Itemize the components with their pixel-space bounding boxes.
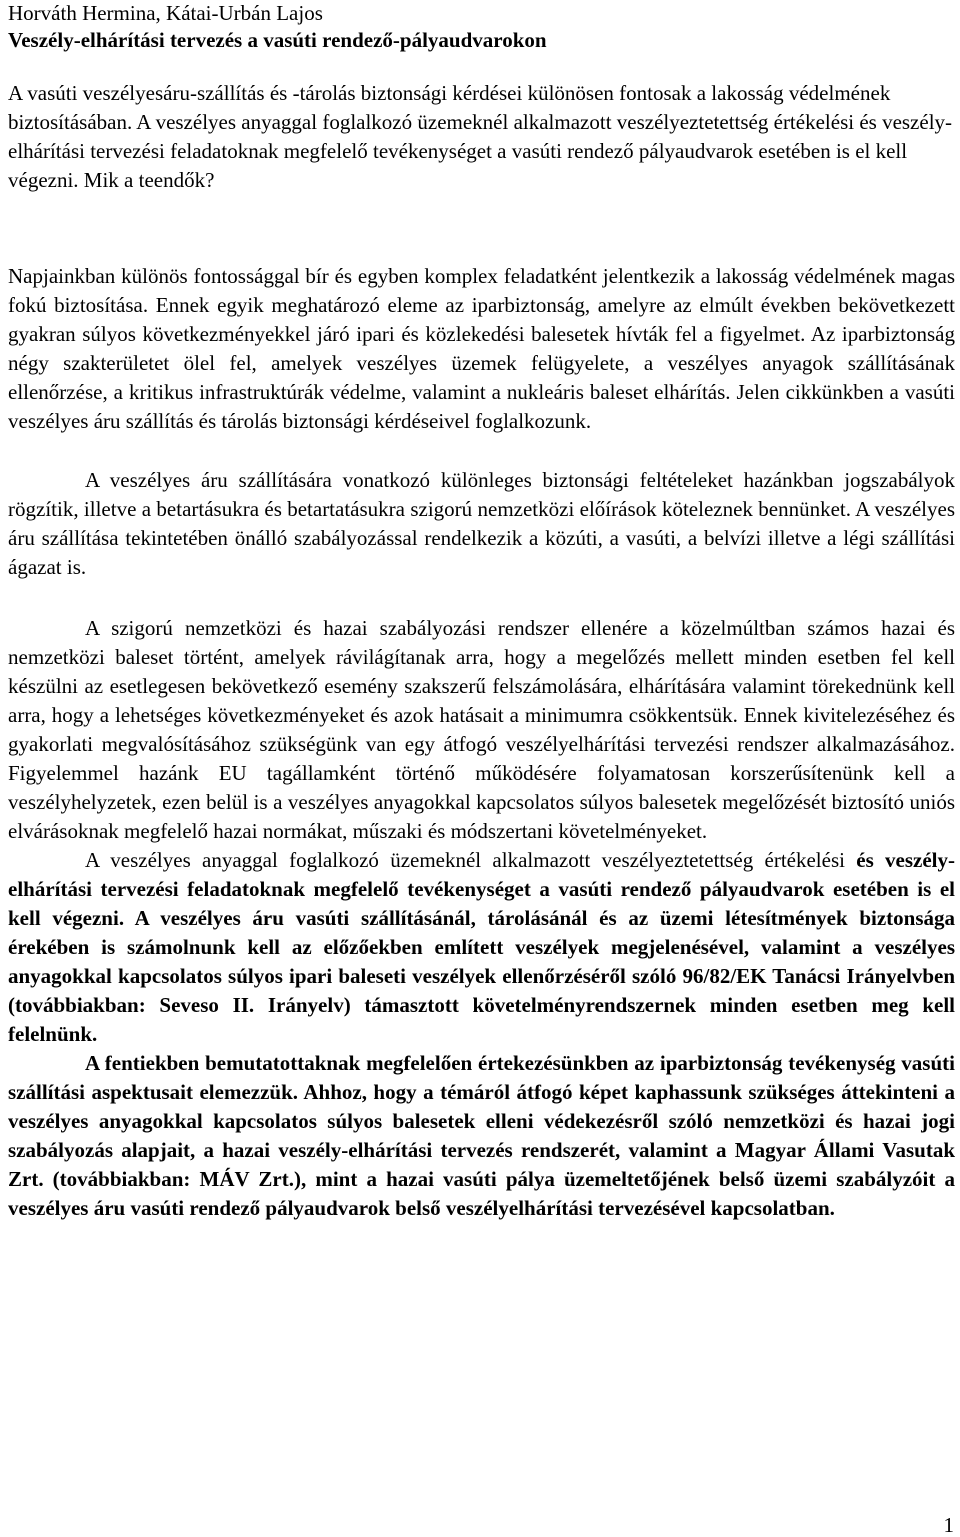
body-paragraph-5: A fentiekben bemutatottaknak megfelelően értekezésünkben az iparbiztonság tevékenység vasúti szállítási aspektusait elemezzük. Ahhoz, hogy a témáról átfogó képet kaphassunk szükséges áttekinteni a veszélyes anyagokkal kapcsolatos súlyos balesetek elleni védekezésről szóló nemzetközi és hazai jogi szabályozás alapjait, a hazai veszély-elhárítási tervezés rendszerét, valamint a Magyar Állami Vasutak Zrt. (továbbiakban: MÁV Zrt.), mint a hazai vasúti pálya üzemeltetőjének belső üzemi szabályzóit a veszélyes áru vasúti rendező pályaudvarok belső veszélyelhárítási tervezésével kapcsolatban. bbox=[8, 1051, 955, 1220]
body-paragraph-4 bbox=[8, 846, 955, 1049]
page-number: 1 bbox=[943, 1513, 954, 1537]
body-paragraph-2: A veszélyes áru szállítására vonatkozó különleges biztonsági feltételeket hazánkban jogszabályok rögzítik, illetve a betartásukra és betartatásukra szigorú nemzetközi előírások köteleznek bennünket. A veszélyes áru szállítása tekintetében önálló szabályozással rendelkezik a közúti, a vasúti, a belvízi illetve a légi szállítási ágazat is. bbox=[8, 468, 955, 579]
paragraph-4-regular-text: A veszélyes anyaggal foglalkozó üzemeknél alkalmazott veszélyeztetettség értékelési bbox=[85, 848, 845, 872]
body-paragraph-3: A szigorú nemzetközi és hazai szabályozási rendszer ellenére a közelmúltban számos hazai és nemzetközi baleset történt, amelyek rávilágítanak arra, hogy a megelőzés mellett minden esetben fel kell készülni az esetlegesen bekövetkező esemény szakszerű felszámolására, elhárítására valamint törekednünk kell arra, hogy a lehetséges következményeket és azok hatásait a minimumra csökkentsük. Ennek kivitelezéséhez és gyakorlati megvalósításához szükségünk van egy átfogó veszélyelhárítási tervezési rendszer alkalmazásához. Figyelemmel hazánk EU tagállamként történő működésére folyamatosan korszerűsítenünk kell a veszélyhelyzetek, ezen belül is a veszélyes anyagokkal kapcsolatos súlyos balesetek megelőzését biztosító uniós elvárásoknak megfelelő hazai normákat, műszaki és módszertani követelményeket. bbox=[8, 616, 955, 843]
paragraph-4-bold-text: és veszély-elhárítási tervezési feladatoknak megfelelő tevékenységet a vasúti rendező pályaudvarok esetében is el kell végezni. A veszélyes áru vasúti szállításánál, tárolásánál és az üzemi létesítmények biztonsága érekében is számolnunk kell az előzőekben említett veszélyek megjelenésével, valamint a veszélyes anyagokkal kapcsolatos súlyos ipari baleseti veszélyek ellenőrzéséről szóló 96/82/EK Tanácsi Irányelvben (továbbiakban: Seveso II. Irányelv) támasztott követelményrendszernek minden esetben meg kell felelnünk. bbox=[8, 848, 956, 1046]
document-page bbox=[8, 0, 955, 1223]
authors-line: Horváth Hermina, Kátai-Urbán Lajos bbox=[8, 1, 323, 25]
body-paragraph-1: Napjainkban különös fontossággal bír és egyben komplex feladatként jelentkezik a lakosság védelmének magas fokú biztosítása. Ennek egyik meghatározó eleme az iparbiztonság, amelyre az elmúlt években bekövetkezett gyakran súlyos következményekkel járó ipari és közlekedési balesetek hívták fel a figyelmet. Az iparbiztonság négy szakterületet ölel fel, amelyek veszélyes üzemek felügyelete, a veszélyes anyagok szállításának ellenőrzése, a kritikus infrastruktúrák védelme, valamint a nukleáris baleset elhárítás. Jelen cikkünkben a vasúti veszélyes áru szállítás és tárolás biztonsági kérdéseivel foglalkozunk. bbox=[8, 264, 955, 433]
abstract-paragraph: A vasúti veszélyesáru-szállítás és -tárolás biztonsági kérdései különösen fontosak a lakosság védelmének biztosításában. A veszélyes anyaggal foglalkozó üzemeknél alkalmazott veszélyeztetettség értékelési és veszély-elhárítási tervezési feladatoknak megfelelő tevékenységet a vasúti rendező pályaudvarok esetében is el kell végezni. Mik a teendők? bbox=[8, 81, 953, 192]
article-title: Veszély-elhárítási tervezés a vasúti rendező-pályaudvarokon bbox=[8, 28, 547, 52]
